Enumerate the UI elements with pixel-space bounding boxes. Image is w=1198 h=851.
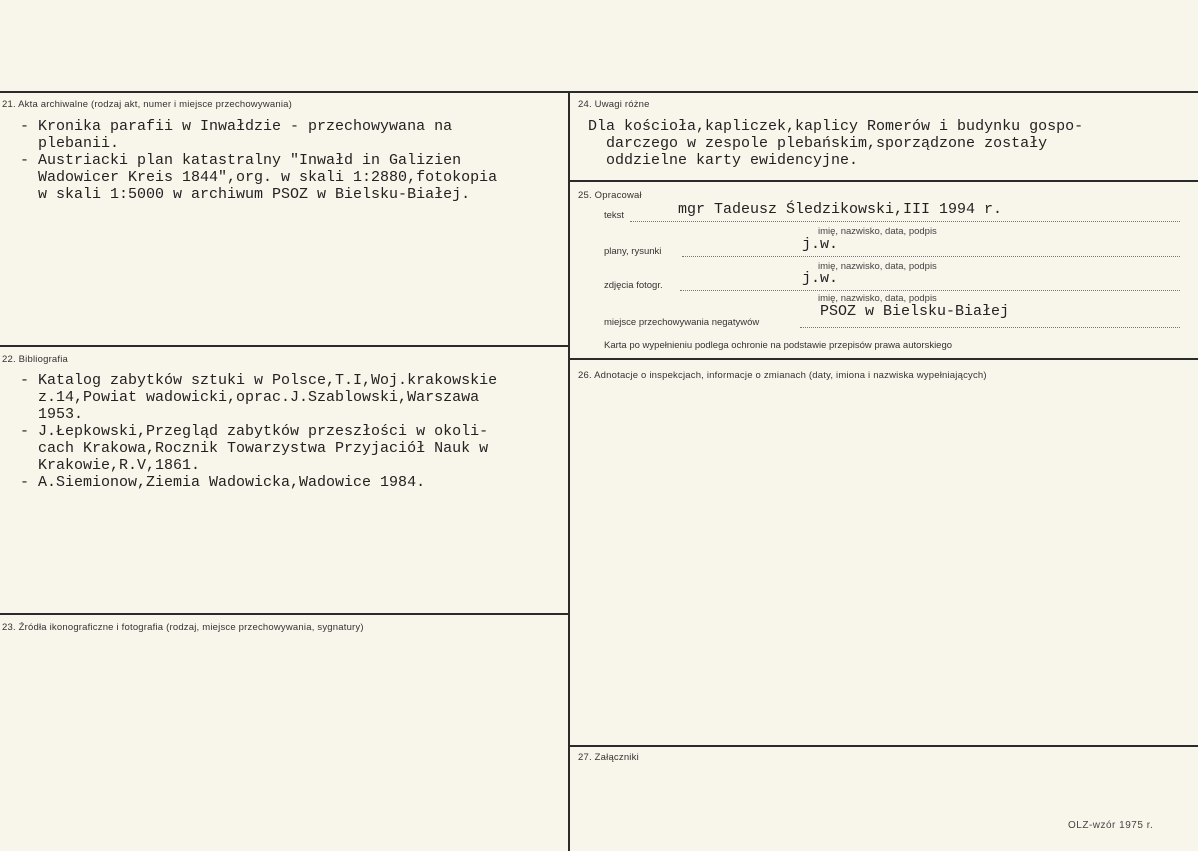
s26-label: 26. Adnotacje o inspekcjach, informacje o zmianach (daty, imiona i nazwiska wypełniających): [578, 370, 987, 381]
s26-s27-divider: [570, 745, 1198, 747]
list-item: - Katalog zabytków sztuki w Polsce,T.I,Woj.krakowskie z.14,Powiat wadowicki,oprac.J.Szablowski,Warszawa 1953.: [20, 372, 498, 423]
zdjecia-sub-label: imię, nazwisko, data, podpis: [818, 293, 937, 304]
top-rule: [0, 91, 1198, 93]
tekst-sub-label: imię, nazwisko, data, podpis: [818, 226, 937, 237]
s24-text: Dla kościoła,kapliczek,kaplicy Romerów i budynku gospo- darczego w zespole plebańskim,sporządzone zostały oddzielne karty ewidencyjne.: [588, 118, 1084, 169]
form-footer: OLZ-wzór 1975 r.: [1068, 820, 1154, 831]
s21-list: [20, 118, 497, 203]
list-item: - Austriacki plan katastralny "Inwałd in Galizien Wadowicer Kreis 1844",org. w skali 1:2880,fotokopia w skali 1:5000 w archiwum PSOZ w Bielsku-Białej.: [20, 152, 498, 203]
s24-label: 24. Uwagi różne: [578, 99, 650, 110]
s24-s25-divider: [570, 180, 1198, 182]
s22-label: 22. Bibliografia: [2, 354, 69, 365]
s23-label: 23. Źródła ikonograficzne i fotografia (rodzaj, miejsce przechowywania, sygnatury): [2, 622, 364, 633]
s21-s22-divider: [0, 345, 568, 347]
s22-list: [20, 372, 497, 491]
s22-s23-divider: [0, 613, 568, 615]
s21-label: 21. Akta archiwalne (rodzaj akt, numer i miejsce przechowywania): [2, 99, 293, 110]
center-divider: [568, 91, 570, 851]
zdjecia-dotline: [680, 290, 1180, 291]
negatywy-label: miejsce przechowywania negatywów: [604, 317, 760, 328]
plany-sub-label: imię, nazwisko, data, podpis: [818, 261, 937, 272]
s27-label: 27. Załączniki: [578, 752, 639, 763]
tekst-label: tekst: [604, 210, 625, 221]
plany-label: plany, rysunki: [604, 246, 662, 257]
list-item: - J.Łepkowski,Przegląd zabytków przeszłości w okoli- cach Krakowa,Rocznik Towarzystwa Przyjaciół Nauk w Krakowie,R.V,1861.: [20, 423, 489, 474]
tekst-dotline: [630, 221, 1180, 222]
copyright-note: Karta po wypełnieniu podlega ochronie na podstawie przepisów prawa autorskiego: [604, 340, 953, 351]
tekst-value: mgr Tadeusz Śledzikowski,III 1994 r.: [678, 201, 1003, 218]
negatywy-dotline: [800, 327, 1180, 328]
list-item: - Kronika parafii w Inwałdzie - przechowywana na plebanii.: [20, 118, 453, 152]
zdjecia-value: j.w.: [802, 270, 839, 287]
plany-dotline: [682, 256, 1180, 257]
zdjecia-label: zdjęcia fotogr.: [604, 280, 663, 291]
s25-s26-divider: [570, 358, 1198, 360]
s25-label: 25. Opracował: [578, 190, 642, 201]
plany-value: j.w.: [802, 236, 839, 253]
list-item: - A.Siemionow,Ziemia Wadowicka,Wadowice 1984.: [20, 474, 426, 491]
negatywy-value: PSOZ w Bielsku-Białej: [820, 303, 1010, 320]
